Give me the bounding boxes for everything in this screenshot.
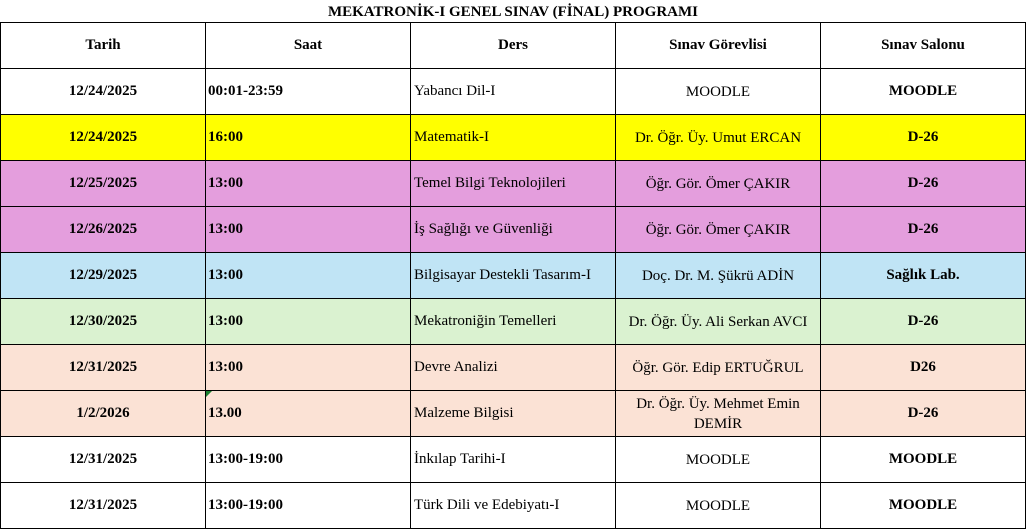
- course-cell[interactable]: Matematik-I: [411, 115, 616, 161]
- table-row: [1, 345, 1026, 391]
- proctor-cell[interactable]: MOODLE: [616, 483, 821, 529]
- time-cell[interactable]: 13:00: [206, 345, 411, 391]
- header-date[interactable]: Tarih: [1, 23, 206, 69]
- course-cell[interactable]: Mekatroniğin Temelleri: [411, 299, 616, 345]
- table-row: [1, 115, 1026, 161]
- header-time[interactable]: Saat: [206, 23, 411, 69]
- course-cell[interactable]: Türk Dili ve Edebiyatı-I: [411, 483, 616, 529]
- course-cell[interactable]: Malzeme Bilgisi: [411, 391, 616, 437]
- date-cell[interactable]: 12/29/2025: [1, 253, 206, 299]
- table-row: [1, 483, 1026, 529]
- table-row: [1, 253, 1026, 299]
- header-proctor[interactable]: Sınav Görevlisi: [616, 23, 821, 69]
- header-row: [1, 23, 1026, 69]
- table-row: [1, 437, 1026, 483]
- time-cell[interactable]: 13:00-19:00: [206, 437, 411, 483]
- room-cell[interactable]: MOODLE: [821, 483, 1026, 529]
- time-cell[interactable]: 13:00: [206, 299, 411, 345]
- date-cell[interactable]: 12/31/2025: [1, 483, 206, 529]
- proctor-cell[interactable]: Doç. Dr. M. Şükrü ADİN: [616, 253, 821, 299]
- room-cell[interactable]: Sağlık Lab.: [821, 253, 1026, 299]
- time-cell[interactable]: 13:00: [206, 253, 411, 299]
- date-cell[interactable]: 12/31/2025: [1, 437, 206, 483]
- date-cell[interactable]: 12/30/2025: [1, 299, 206, 345]
- date-cell[interactable]: 12/24/2025: [1, 69, 206, 115]
- proctor-cell[interactable]: Öğr. Gör. Ömer ÇAKIR: [616, 207, 821, 253]
- date-cell[interactable]: 1/2/2026: [1, 391, 206, 437]
- room-cell[interactable]: D-26: [821, 299, 1026, 345]
- date-cell[interactable]: 12/24/2025: [1, 115, 206, 161]
- time-cell[interactable]: 13:00-19:00: [206, 483, 411, 529]
- time-cell[interactable]: 16:00: [206, 115, 411, 161]
- room-cell[interactable]: D-26: [821, 161, 1026, 207]
- course-cell[interactable]: İş Sağlığı ve Güvenliği: [411, 207, 616, 253]
- table-row: [1, 391, 1026, 437]
- time-cell[interactable]: 13:00: [206, 161, 411, 207]
- course-cell[interactable]: Yabancı Dil-I: [411, 69, 616, 115]
- table-row: [1, 299, 1026, 345]
- proctor-cell[interactable]: MOODLE: [616, 69, 821, 115]
- date-cell[interactable]: 12/31/2025: [1, 345, 206, 391]
- exam-schedule-table: [0, 22, 1026, 529]
- room-cell[interactable]: D-26: [821, 391, 1026, 437]
- table-row: [1, 207, 1026, 253]
- header-room[interactable]: Sınav Salonu: [821, 23, 1026, 69]
- proctor-cell[interactable]: MOODLE: [616, 437, 821, 483]
- course-cell[interactable]: İnkılap Tarihi-I: [411, 437, 616, 483]
- proctor-cell[interactable]: Dr. Öğr. Üy. Mehmet Emin DEMİR: [616, 391, 821, 437]
- course-cell[interactable]: Temel Bilgi Teknolojileri: [411, 161, 616, 207]
- date-cell[interactable]: 12/26/2025: [1, 207, 206, 253]
- table-row: [1, 161, 1026, 207]
- room-cell[interactable]: D26: [821, 345, 1026, 391]
- time-cell[interactable]: 00:01-23:59: [206, 69, 411, 115]
- date-cell[interactable]: 12/25/2025: [1, 161, 206, 207]
- proctor-cell[interactable]: Dr. Öğr. Üy. Umut ERCAN: [616, 115, 821, 161]
- course-cell[interactable]: Bilgisayar Destekli Tasarım-I: [411, 253, 616, 299]
- time-cell[interactable]: 13:00: [206, 207, 411, 253]
- proctor-cell[interactable]: Dr. Öğr. Üy. Ali Serkan AVCI: [616, 299, 821, 345]
- room-cell[interactable]: D-26: [821, 207, 1026, 253]
- proctor-cell[interactable]: Öğr. Gör. Edip ERTUĞRUL: [616, 345, 821, 391]
- room-cell[interactable]: D-26: [821, 115, 1026, 161]
- proctor-cell[interactable]: Öğr. Gör. Ömer ÇAKIR: [616, 161, 821, 207]
- room-cell[interactable]: MOODLE: [821, 437, 1026, 483]
- time-cell[interactable]: 13.00: [206, 391, 411, 437]
- room-cell[interactable]: MOODLE: [821, 69, 1026, 115]
- sheet-title: MEKATRONİK-I GENEL SINAV (FİNAL) PROGRAMI: [327, 4, 699, 20]
- header-course[interactable]: Ders: [411, 23, 616, 69]
- course-cell[interactable]: Devre Analizi: [411, 345, 616, 391]
- table-row: [1, 69, 1026, 115]
